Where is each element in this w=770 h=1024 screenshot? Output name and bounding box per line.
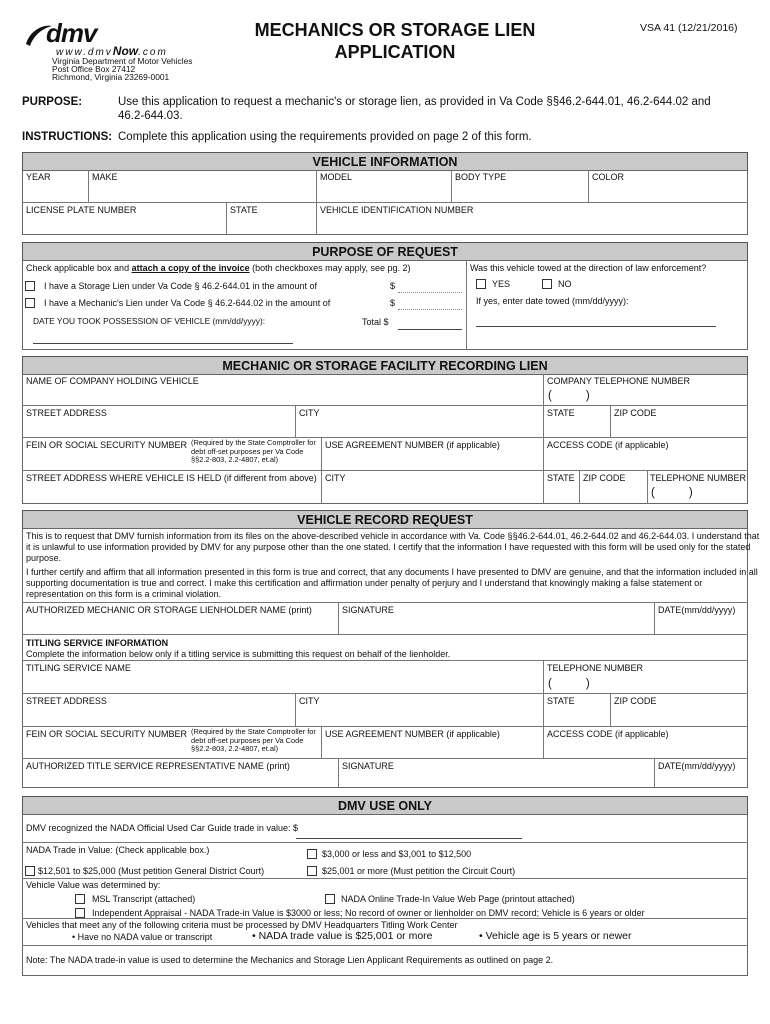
opt3-label: $25,001 or more (Must petition the Circuit Court): [322, 866, 516, 876]
total-amount-field[interactable]: [398, 329, 462, 330]
storage-amount-field[interactable]: [398, 292, 462, 293]
vehicle-info-header: VEHICLE INFORMATION: [22, 152, 748, 171]
towed-no-checkbox[interactable]: [542, 279, 552, 289]
purpose-text2: 46.2-644.03.: [118, 110, 183, 122]
state-field[interactable]: STATE: [547, 408, 575, 418]
dmv-use-header: DMV USE ONLY: [22, 796, 748, 815]
signature-field[interactable]: SIGNATURE: [342, 605, 394, 615]
mechanic-lien-label: I have a Mechanic's Lien under Va Code § 46.2-644.02 in the amount of: [44, 298, 331, 308]
purpose-text1: Use this application to request a mechanic's or storage lien, as provided in Va Code §§46.2-644.01, 46.2-644.02 and: [118, 96, 711, 108]
city-field[interactable]: CITY: [299, 408, 320, 418]
titling-subtext: Complete the information below only if a titling service is submitting this request on behalf of the lienholder.: [26, 649, 451, 659]
towed-date-label: If yes, enter date towed (mm/dd/yyyy):: [476, 296, 629, 306]
body-type-field[interactable]: BODY TYPE: [455, 172, 507, 182]
nada-trade-label: NADA Trade in Value: (Check applicable box.): [26, 845, 210, 855]
fein-field[interactable]: FEIN OR SOCIAL SECURITY NUMBER: [26, 440, 188, 450]
dmv-logo: [22, 20, 182, 60]
record-request-header: VEHICLE RECORD REQUEST: [22, 510, 748, 529]
criteria-1: • Have no NADA value or transcript: [72, 932, 213, 942]
nada-value-label: DMV recognized the NADA Official Used Car Guide trade in value: $: [26, 823, 298, 833]
mechanic-dollar: $: [390, 298, 396, 308]
nada-online-checkbox[interactable]: [325, 894, 335, 904]
nada-value-field[interactable]: [296, 838, 522, 839]
instructions-text: Complete this application using the requirements provided on page 2 of this form.: [118, 131, 532, 143]
agency-address1: Post Office Box 27412: [52, 64, 136, 74]
form-title-line2: APPLICATION: [334, 42, 456, 62]
titling-signature-field[interactable]: SIGNATURE: [342, 761, 394, 771]
company-phone-field[interactable]: COMPANY TELEPHONE NUMBER: [547, 376, 691, 386]
purpose-request-header: PURPOSE OF REQUEST: [22, 242, 748, 261]
nada-online-label: NADA Online Trade-In Value Web Page (printout attached): [341, 894, 575, 904]
criteria-3: • Vehicle age is 5 years or newer: [479, 930, 632, 942]
titling-access-code-field[interactable]: ACCESS CODE (if applicable): [547, 729, 669, 739]
held-city-field[interactable]: CITY: [325, 473, 346, 483]
color-field[interactable]: COLOR: [592, 172, 625, 182]
held-phone-field[interactable]: TELEPHONE NUMBER: [650, 473, 747, 483]
towed-no-label: NO: [558, 279, 572, 289]
held-state-field[interactable]: STATE: [547, 473, 575, 483]
titling-phone-field[interactable]: TELEPHONE NUMBER: [547, 663, 644, 673]
titling-fein-note: (Required by the State Comptroller for debt off-set purposes per Va Code §§2.2-803, 2.2-4807, et.al): [191, 727, 316, 754]
titling-state-field[interactable]: STATE: [547, 696, 575, 706]
plate-state-field[interactable]: STATE: [230, 205, 258, 215]
titling-street-field[interactable]: STREET ADDRESS: [26, 696, 107, 706]
titling-name-field[interactable]: TITLING SERVICE NAME: [26, 663, 131, 673]
purpose-label: PURPOSE:: [22, 96, 83, 108]
determined-label: Vehicle Value was determined by:: [26, 880, 161, 890]
form-title-line1: MECHANICS OR STORAGE LIEN: [254, 20, 536, 40]
vin-field[interactable]: VEHICLE IDENTIFICATION NUMBER: [320, 205, 474, 215]
possession-date-field[interactable]: [33, 343, 293, 344]
company-phone-area: ( ): [548, 390, 590, 402]
make-field[interactable]: MAKE: [92, 172, 118, 182]
held-zip-field[interactable]: ZIP CODE: [583, 473, 626, 483]
opt3-checkbox[interactable]: [307, 866, 317, 876]
agency-name: Virginia Department of Motor Vehicles: [52, 56, 193, 66]
access-code-field[interactable]: ACCESS CODE (if applicable): [547, 440, 669, 450]
titling-phone-area: ( ): [548, 678, 590, 690]
towed-yes-label: YES: [492, 279, 511, 289]
appraisal-checkbox[interactable]: [75, 908, 85, 918]
opt1-label: $3,000 or less and $3,001 to $12,500: [322, 849, 472, 859]
msl-label: MSL Transcript (attached): [92, 894, 196, 904]
appraisal-label: Independent Appraisal - NADA Trade-in Value is $3000 or less; No record of owner or lienholder on DMV record; Vehicle is 6 years or older: [92, 908, 645, 918]
storage-dollar: $: [390, 281, 396, 291]
opt2-checkbox[interactable]: [25, 866, 35, 876]
license-plate-field[interactable]: LICENSE PLATE NUMBER: [26, 205, 137, 215]
check-instruction: Check applicable box and attach a copy of the invoice (both checkboxes may apply, see pg. 2): [26, 263, 411, 273]
mechanic-lien-checkbox[interactable]: [25, 298, 35, 308]
certification-paragraph2: I further certify and affirm that all information presented in this form is true and correct, that any documents I have presented to DMV are genuine, and that the information included in all supporting documentation is true and correct. I make this certification and affirmation under penalty of perjury and I understand that knowingly making a false statement or representation on this form is a criminal violation.: [26, 567, 758, 599]
use-agreement-field[interactable]: USE AGREEMENT NUMBER (if applicable): [325, 440, 500, 450]
total-label: Total $: [362, 317, 389, 327]
auth-name-field[interactable]: AUTHORIZED MECHANIC OR STORAGE LIENHOLDER NAME (print): [26, 605, 312, 615]
titling-zip-field[interactable]: ZIP CODE: [614, 696, 657, 706]
titling-fein-field[interactable]: FEIN OR SOCIAL SECURITY NUMBER: [26, 729, 188, 739]
dmv-note: Note: The NADA trade-in value is used to determine the Mechanics and Storage Lien Applicant Requirements as outlined on page 2.: [26, 955, 554, 965]
held-phone-area: ( ): [651, 487, 693, 499]
held-street-field[interactable]: STREET ADDRESS WHERE VEHICLE IS HELD (if different from above): [26, 473, 317, 483]
logo-text: dmv: [46, 18, 97, 48]
street-field[interactable]: STREET ADDRESS: [26, 408, 107, 418]
form-id: VSA 41 (12/21/2016): [640, 22, 738, 34]
msl-checkbox[interactable]: [75, 894, 85, 904]
facility-section: [22, 374, 748, 504]
fein-note: (Required by the State Comptroller for debt off-set purposes per Va Code §§2.2-803, 2.2-4807, et.al): [191, 438, 316, 465]
mechanic-amount-field[interactable]: [398, 309, 462, 310]
titling-rep-name-field[interactable]: AUTHORIZED TITLE SERVICE REPRESENTATIVE NAME (print): [26, 761, 290, 771]
towed-yes-checkbox[interactable]: [476, 279, 486, 289]
criteria-2: • NADA trade value is $25,001 or more: [252, 930, 433, 942]
titling-use-agreement-field[interactable]: USE AGREEMENT NUMBER (if applicable): [325, 729, 500, 739]
certification-paragraph1: This is to request that DMV furnish information from its files on the above-described vehicle in accordance with Va. Code §§46.2-644.01, 46.2-644.02 and 46.2-644.03. I understand that it is unlawful to use information provided by DMV for any purpose other than the one stated. I certify that the information I have requested with this form will be used only for the stated purpose.: [26, 531, 760, 563]
logo-url: www.dmvNow.com: [56, 44, 168, 58]
model-field[interactable]: MODEL: [320, 172, 353, 182]
titling-header: TITLING SERVICE INFORMATION: [26, 638, 169, 648]
zip-field[interactable]: ZIP CODE: [614, 408, 657, 418]
storage-lien-label: I have a Storage Lien under Va Code § 46.2-644.01 in the amount of: [44, 281, 318, 291]
criteria-label: Vehicles that meet any of the following criteria must be processed by DMV Headquarters Titling Work Center: [26, 920, 458, 930]
agency-address2: Richmond, Virginia 23269-0001: [52, 72, 170, 82]
date-field[interactable]: DATE(mm/dd/yyyy): [658, 605, 736, 615]
towed-question: Was this vehicle towed at the direction of law enforcement?: [470, 263, 707, 273]
storage-lien-checkbox[interactable]: [25, 281, 35, 291]
opt1-checkbox[interactable]: [307, 849, 317, 859]
opt2-label: $12,501 to $25,000 (Must petition General District Court): [38, 866, 265, 876]
titling-city-field[interactable]: CITY: [299, 696, 320, 706]
facility-header: MECHANIC OR STORAGE FACILITY RECORDING LIEN: [22, 356, 748, 375]
company-name-field[interactable]: NAME OF COMPANY HOLDING VEHICLE: [26, 376, 199, 386]
possession-date-label: DATE YOU TOOK POSSESSION OF VEHICLE (mm/dd/yyyy):: [33, 316, 266, 326]
instructions-label: INSTRUCTIONS:: [22, 131, 113, 143]
titling-date-field[interactable]: DATE(mm/dd/yyyy): [658, 761, 736, 771]
year-field[interactable]: YEAR: [26, 172, 51, 182]
towed-date-field[interactable]: [476, 326, 716, 327]
